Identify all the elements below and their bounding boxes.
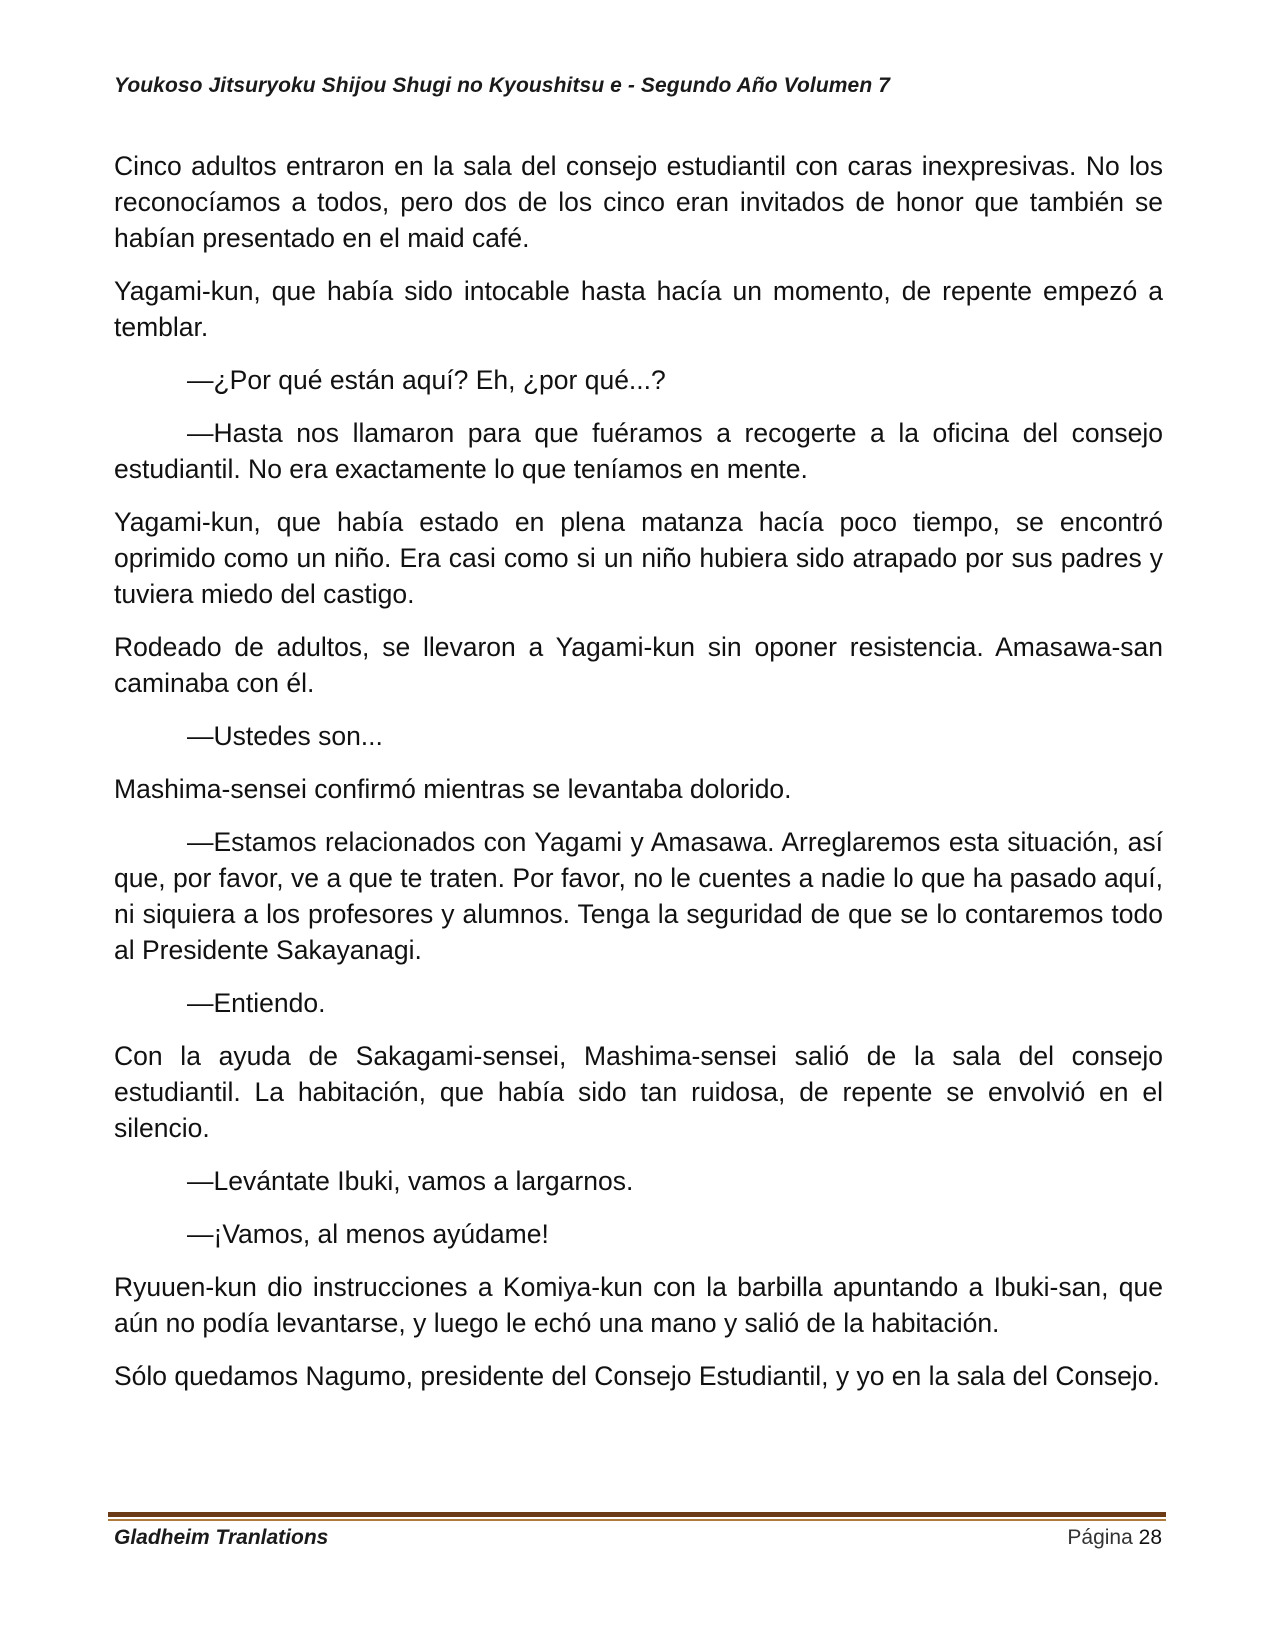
body-text xyxy=(114,148,1163,1411)
footer-divider-thin-line xyxy=(108,1519,1166,1521)
paragraph: Yagami-kun, que había estado en plena matanza hacía poco tiempo, se encontró oprimido como un niño. Era casi como si un niño hubiera sido atrapado por sus padres y tuviera miedo del castigo. xyxy=(114,507,1163,609)
dialogue-line: —¿Por qué están aquí? Eh, ¿por qué...? xyxy=(187,365,666,395)
paragraph: Ryuuen-kun dio instrucciones a Komiya-kun con la barbilla apuntando a Ibuki-san, que aún no podía levantarse, y luego le echó una mano y salió de la habitación. xyxy=(114,1272,1163,1338)
dialogue-line: —Ustedes son... xyxy=(187,721,383,751)
dialogue-line: —Levántate Ibuki, vamos a largarnos. xyxy=(187,1166,634,1196)
footer-divider xyxy=(108,1512,1166,1523)
paragraph: Con la ayuda de Sakagami-sensei, Mashima-sensei salió de la sala del consejo estudiantil. La habitación, que había sido tan ruidosa, de repente se envolvió en el silencio. xyxy=(114,1041,1163,1143)
running-header-title: Youkoso Jitsuryoku Shijou Shugi no Kyoushitsu e - Segundo Año Volumen 7 xyxy=(114,74,890,97)
dialogue-line: —Entiendo. xyxy=(187,988,326,1018)
dialogue-line: —¡Vamos, al menos ayúdame! xyxy=(187,1219,549,1249)
paragraph: Cinco adultos entraron en la sala del consejo estudiantil con caras inexpresivas. No los reconocíamos a todos, pero dos de los cinco eran invitados de honor que también se habían presentado en el maid café. xyxy=(114,151,1163,253)
paragraph: Mashima-sensei confirmó mientras se levantaba dolorido. xyxy=(114,774,792,804)
page-number: 28 xyxy=(1138,1526,1162,1549)
dialogue-line: —Hasta nos llamaron para que fuéramos a recogerte a la oficina del consejo estudiantil. No era exactamente lo que teníamos en mente. xyxy=(114,418,1163,484)
footer-divider-thick-line xyxy=(108,1512,1166,1517)
page-label: Página xyxy=(1067,1526,1133,1549)
paragraph: Yagami-kun, que había sido intocable hasta hacía un momento, de repente empezó a temblar. xyxy=(114,276,1163,342)
dialogue-line: —Estamos relacionados con Yagami y Amasawa. Arreglaremos esta situación, así que, por favor, ve a que te traten. Por favor, no le cuentes a nadie lo que ha pasado aquí, ni siquiera a los profesores y alumnos. Tenga la seguridad de que se lo contaremos todo al Presidente Sakayanagi. xyxy=(114,827,1163,965)
footer-credit: Gladheim Tranlations xyxy=(114,1526,329,1549)
page-number-block xyxy=(1067,1526,1162,1550)
paragraph: Rodeado de adultos, se llevaron a Yagami-kun sin oponer resistencia. Amasawa-san caminaba con él. xyxy=(114,632,1163,698)
paragraph: Sólo quedamos Nagumo, presidente del Consejo Estudiantil, y yo en la sala del Consejo. xyxy=(114,1361,1160,1391)
